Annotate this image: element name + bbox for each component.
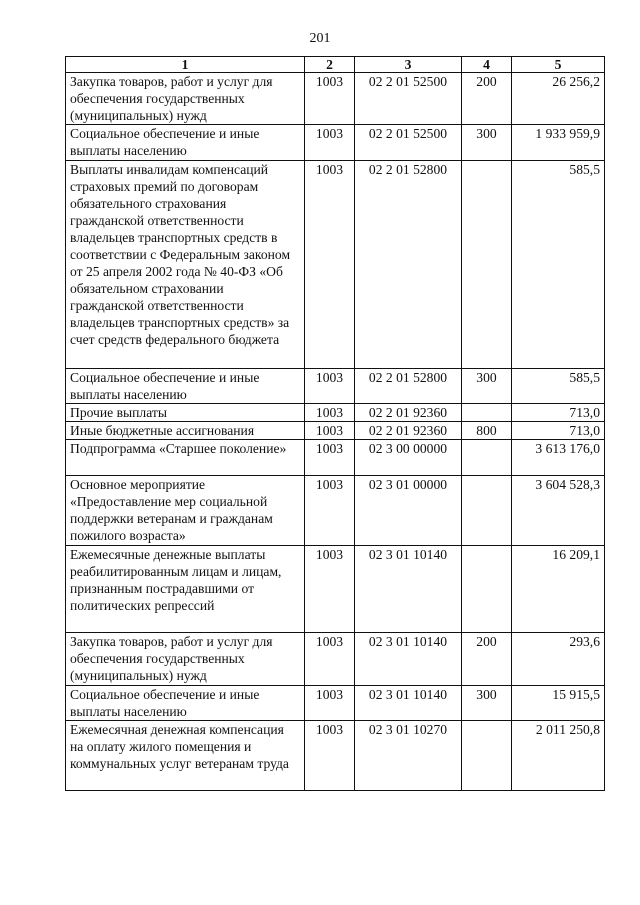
header-col-4: 4 [462,57,512,73]
row-section: 1003 [305,161,355,369]
row-name: Закупка товаров, работ и услуг для обеспечения государственных (муниципальных) нужд [66,633,305,686]
row-section: 1003 [305,125,355,161]
row-kind: 200 [462,633,512,686]
row-amount: 26 256,2 [512,73,605,125]
table-row [66,440,605,476]
row-name: Основное мероприятие «Предоставление мер социальной поддержки ветеранам и гражданам пожилого возраста» [66,476,305,546]
table-row [66,404,605,422]
row-name: Ежемесячные денежные выплаты реабилитированным лицам и лицам, признанным пострадавшими от политических репрессий [66,546,305,633]
row-kind [462,161,512,369]
table-row [66,73,605,125]
row-amount: 2 011 250,8 [512,721,605,791]
table-row [66,125,605,161]
budget-table [65,56,605,791]
row-target: 02 2 01 52500 [355,125,462,161]
row-amount: 713,0 [512,422,605,440]
table-row [66,546,605,633]
row-amount: 15 915,5 [512,686,605,721]
row-target: 02 2 01 92360 [355,422,462,440]
row-target: 02 3 01 10270 [355,721,462,791]
row-kind: 300 [462,125,512,161]
row-name: Социальное обеспечение и иные выплаты населению [66,686,305,721]
row-section: 1003 [305,422,355,440]
row-section: 1003 [305,721,355,791]
row-name: Ежемесячная денежная компенсация на оплату жилого помещения и коммунальных услуг ветеранам труда [66,721,305,791]
header-col-3: 3 [355,57,462,73]
row-name: Иные бюджетные ассигнования [66,422,305,440]
row-kind [462,721,512,791]
row-name: Подпрограмма «Старшее поколение» [66,440,305,476]
table-row [66,686,605,721]
row-kind: 300 [462,369,512,404]
row-target: 02 2 01 92360 [355,404,462,422]
row-amount: 585,5 [512,161,605,369]
row-name: Социальное обеспечение и иные выплаты населению [66,369,305,404]
row-kind: 200 [462,73,512,125]
row-amount: 16 209,1 [512,546,605,633]
row-amount: 585,5 [512,369,605,404]
row-kind: 800 [462,422,512,440]
header-col-5: 5 [512,57,605,73]
row-target: 02 3 01 10140 [355,633,462,686]
row-section: 1003 [305,369,355,404]
row-section: 1003 [305,476,355,546]
row-name: Закупка товаров, работ и услуг для обеспечения государственных (муниципальных) нужд [66,73,305,125]
row-section: 1003 [305,686,355,721]
row-kind: 300 [462,686,512,721]
row-amount: 3 613 176,0 [512,440,605,476]
row-target: 02 3 01 10140 [355,546,462,633]
row-amount: 713,0 [512,404,605,422]
page-number: 201 [309,31,331,46]
row-section: 1003 [305,404,355,422]
row-kind [462,404,512,422]
table-row [66,422,605,440]
row-section: 1003 [305,440,355,476]
row-target: 02 2 01 52800 [355,369,462,404]
header-col-1: 1 [66,57,305,73]
header-row [66,57,605,73]
row-amount: 293,6 [512,633,605,686]
row-section: 1003 [305,73,355,125]
header-col-2: 2 [305,57,355,73]
row-name: Выплаты инвалидам компенсаций страховых премий по договорам обязательного страхования гражданской ответственности владельцев транспортных средств в соответствии с Федеральным законом от 25 апреля 2002 года № 40-ФЗ «Об обязательном страховании гражданской ответственности владельцев транспортных средств» за счет средств федерального бюджета [66,161,305,369]
row-kind [462,546,512,633]
row-section: 1003 [305,546,355,633]
row-target: 02 3 01 00000 [355,476,462,546]
row-kind [462,476,512,546]
row-amount: 1 933 959,9 [512,125,605,161]
row-target: 02 2 01 52800 [355,161,462,369]
row-name: Социальное обеспечение и иные выплаты населению [66,125,305,161]
row-target: 02 3 01 10140 [355,686,462,721]
row-target: 02 2 01 52500 [355,73,462,125]
table-row [66,721,605,791]
table-row [66,476,605,546]
table-row [66,161,605,369]
table-row [66,369,605,404]
row-name: Прочие выплаты [66,404,305,422]
row-section: 1003 [305,633,355,686]
row-amount: 3 604 528,3 [512,476,605,546]
row-target: 02 3 00 00000 [355,440,462,476]
table-row [66,633,605,686]
row-kind [462,440,512,476]
